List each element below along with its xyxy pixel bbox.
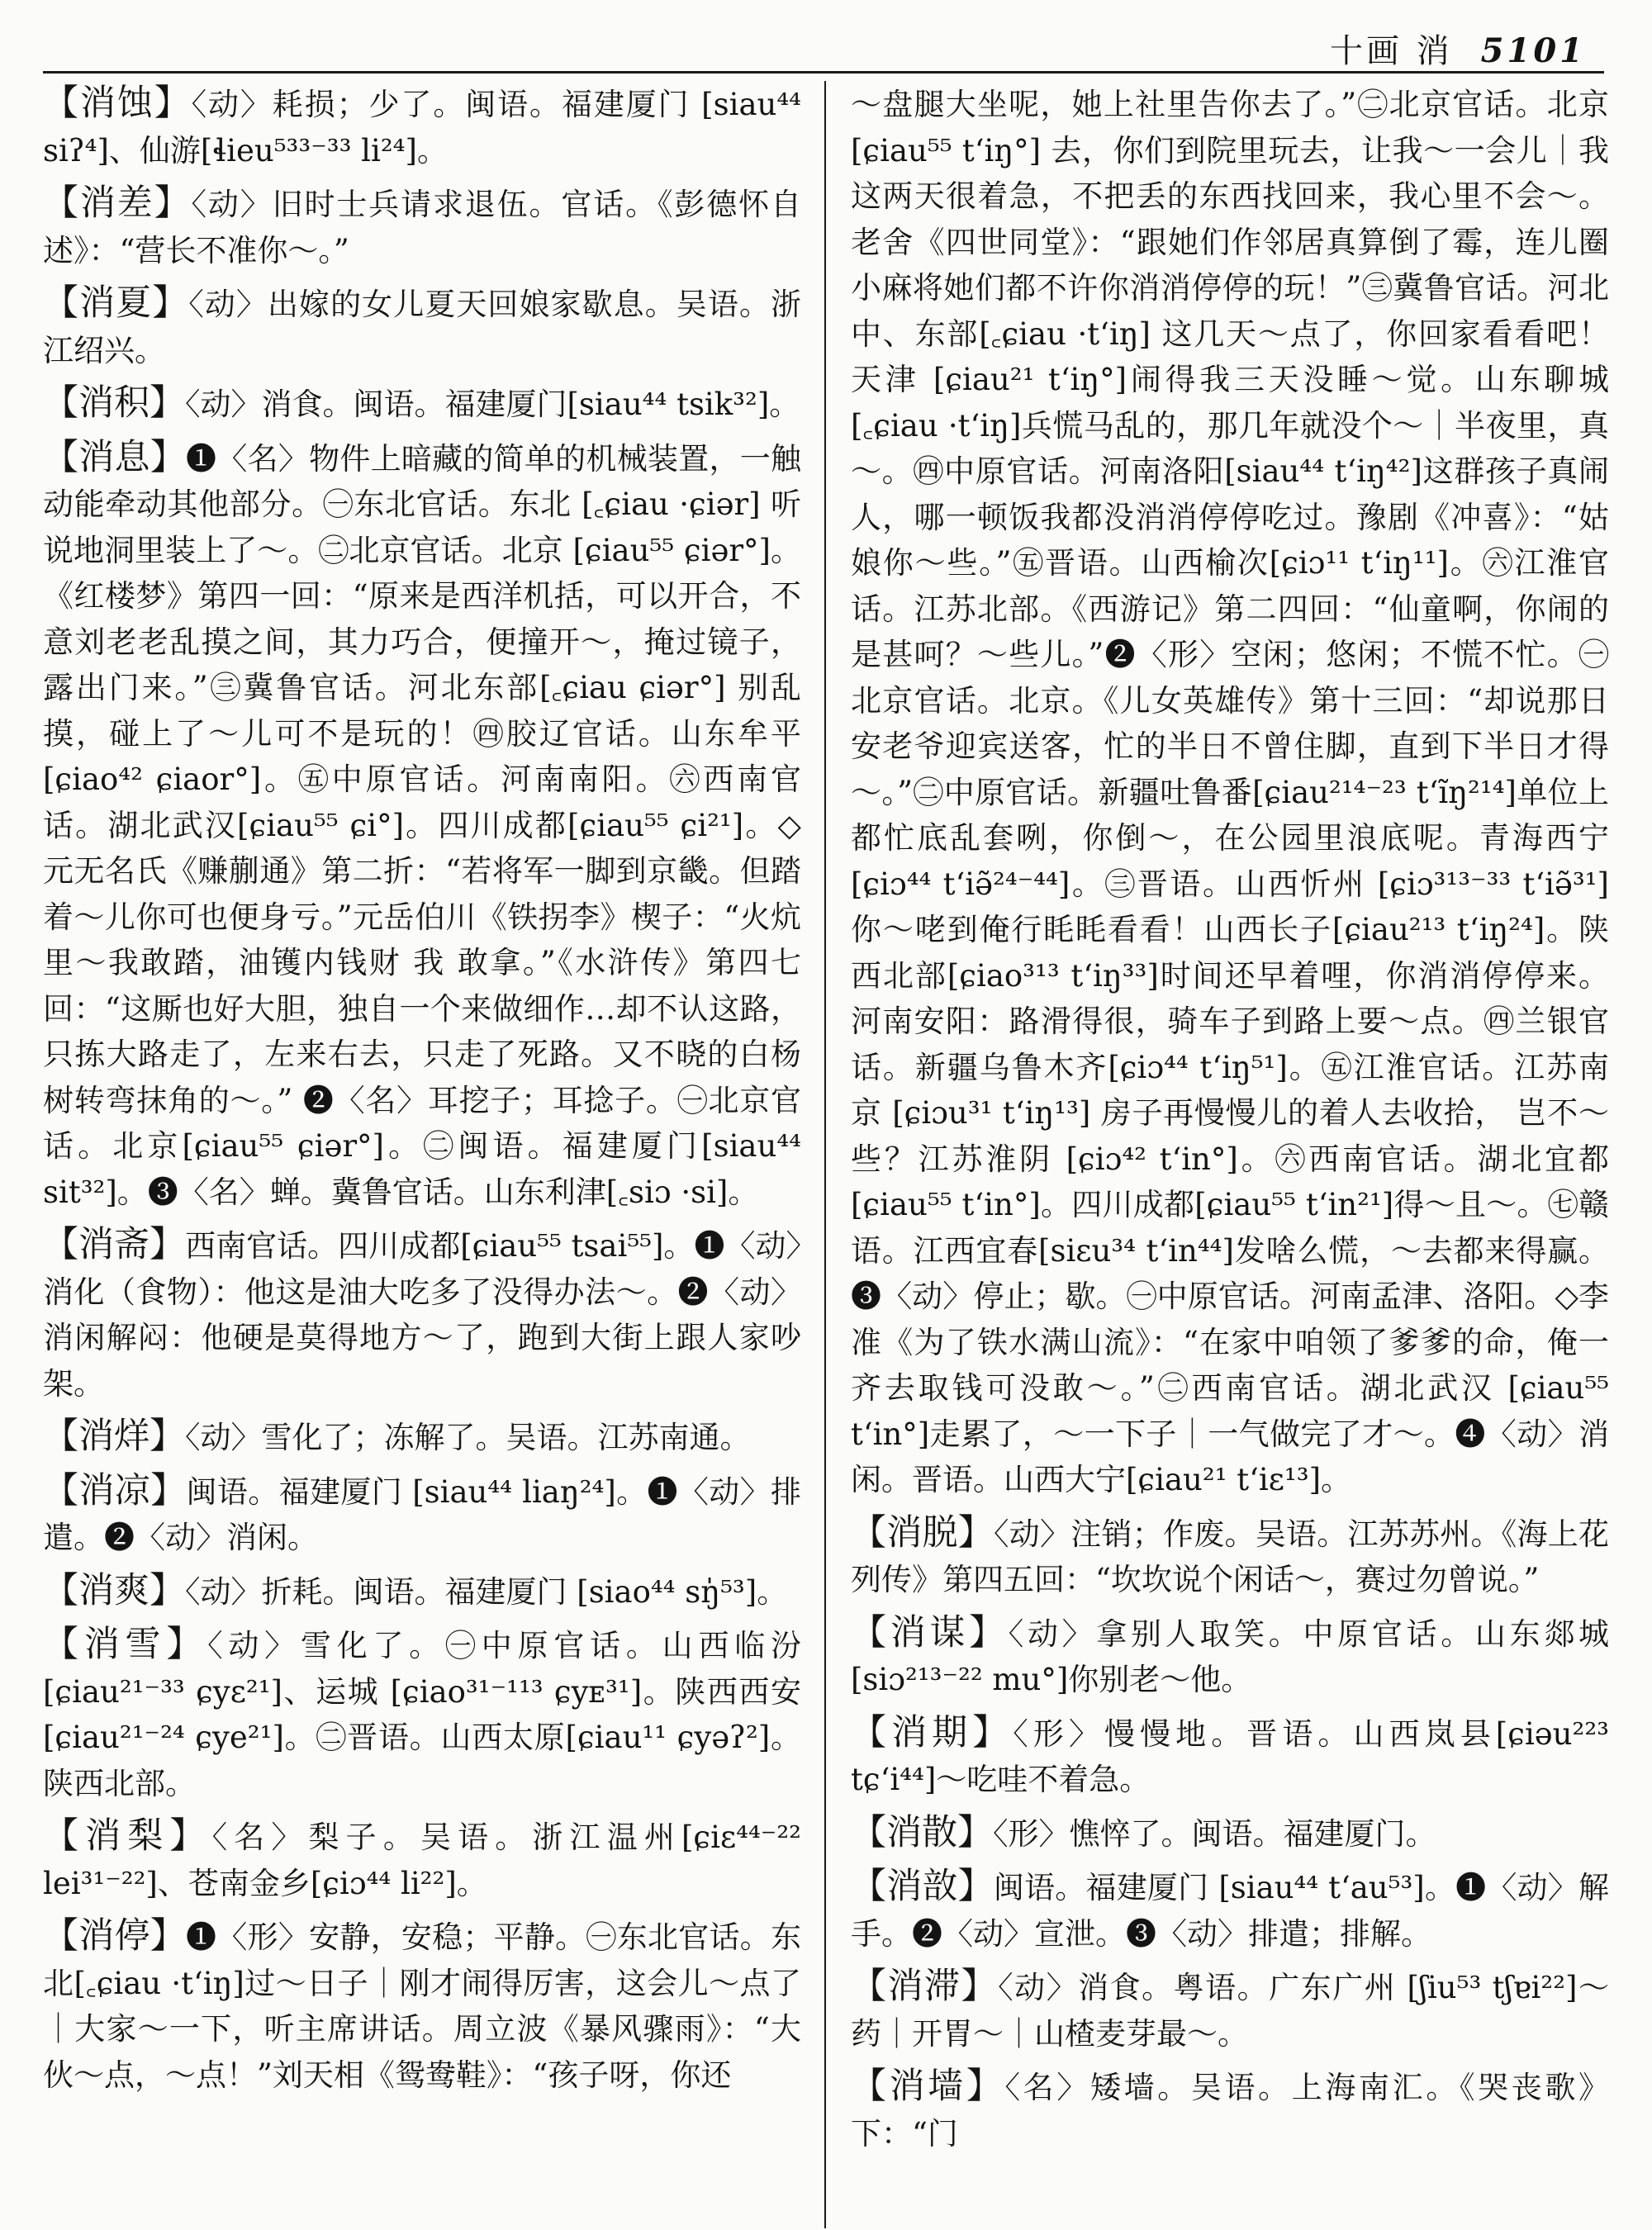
entry-headword: 【消爽】 (43, 1569, 185, 1611)
entry-definition: ❶〈形〉安静，安稳；平静。㊀东北官话。东北[꜀ɕiau ·t‘iŋ]过～日子｜刚才闹得厉害，这会儿～点了｜大家～一下，听主席讲话。周立波《暴风骤雨》：“大伙～点，～点！”刘天相《鸳鸯鞋》：“孩子呀，你还 (43, 1919, 801, 2093)
entry-headword: 【消谋】 (851, 1611, 1009, 1654)
entry-xiaotou (851, 1864, 1609, 1957)
page-number: 5101 (1480, 31, 1586, 70)
right-column (851, 81, 1609, 2228)
entry-definition: 〈形〉憔悴了。闽语。福建厦门。 (993, 1815, 1436, 1852)
entry-definition: 〈动〉雪化了；冻解了。吴语。江苏南通。 (185, 1420, 751, 1455)
entry-definition: 西南官话。四川成都[ɕiau⁵⁵ tsai⁵⁵]。❶〈动〉消化（食物）：他这是油大吃多了没得办法～。❷〈动〉消闲解闷：他硬是莫得地方～了，跑到大街上跟人家吵架。 (43, 1228, 801, 1402)
entry-headword: 【消脱】 (851, 1511, 994, 1554)
entry-definition: 〈动〉耗损；少了。闽语。福建厦门 [siau⁴⁴ siʔ⁴]、仙游[ɬieu⁵³³⁻³³ li²⁴]。 (43, 87, 801, 168)
entry-definition: 〈动〉消食。粤语。广东广州 [ʃiu⁵³ tʃɐi²²]～药｜开胃～｜山楂麦芽最～。 (851, 1970, 1609, 2052)
running-head (1330, 25, 1586, 72)
entry-xiaotuo (851, 1511, 1609, 1603)
entry-xiaomou (851, 1611, 1609, 1703)
entry-xiaoliang (43, 1468, 801, 1561)
entry-xiaoli (43, 1814, 801, 1906)
entry-headword: 【消敨】 (851, 1866, 994, 1907)
running-head-title: 十画 消 (1329, 32, 1453, 70)
entry-definition: ～盘腿大坐呢，她上社里告你去了。”㊁北京官话。北京[ɕiau⁵⁵ t‘iŋ°] 去，你们到院里玩去，让我～一会儿｜我这两天很着急，不把丢的东西找回来，我心里不会～。老舍《四世同堂》：“跟她们作邻居真算倒了霉，连儿圈小麻将她们都不许你消消停停的玩！”㊂冀鲁官话。河北中、东部[꜀ɕiau ·t‘iŋ] 这几天～点了，你回家看看吧！天津 [ɕiau²¹ t‘iŋ°]闹得我三天没睡～觉。山东聊城 [꜀ɕiau ·t‘iŋ]兵慌马乱的，那几年就没个～｜半夜里，真～。㊃中原官话。河南洛阳[siau⁴⁴ t‘iŋ⁴²]这群孩子真闹人，哪一顿饭我都没消消停停吃过。豫剧《冲喜》：“姑娘你～些。”㊄晋语。山西榆次[ɕiɔ¹¹ t‘iŋ¹¹]。㊅江淮官话。江苏北部。《西游记》第二四回：“仙童啊，你闹的是甚呵？～些儿。”❷〈形〉空闲；悠闲；不慌不忙。㊀北京官话。北京。《儿女英雄传》第十三回：“却说那日安老爷迎宾送客，忙的半日不曾住脚，直到下半日才得～。”㊁中原官话。新疆吐鲁番[ɕiau²¹⁴⁻²³ t‘ĩŋ²¹⁴]单位上都忙底乱套咧，你倒～，在公园里浪底呢。青海西宁[ɕiɔ⁴⁴ t‘iə̃²⁴⁻⁴⁴]。㊂晋语。山西忻州 [ɕiɔ³¹³⁻³³ t‘iə̃³¹]你～咾到俺行眊眊看看！山西长子[ɕiau²¹³ t‘iŋ²⁴]。陕西北部[ɕiao³¹³ t‘iŋ³³]时间还早着哩，你消消停停来。河南安阳：路滑得很，骑车子到路上要～点。㊃兰银官话。新疆乌鲁木齐[ɕiɔ⁴⁴ t‘iŋ⁵¹]。㊄江淮官话。江苏南京 [ɕiɔu³¹ t‘iŋ¹³] 房子再慢慢儿的着人去收拾， 岂不～些？江苏淮阴 [ɕiɔ⁴² t‘in°]。㊅西南官话。湖北宜都[ɕiau⁵⁵ t‘in°]。四川成都[ɕiau⁵⁵ t‘in²¹]得～且～。㊆赣语。江西宜春[siɛu³⁴ t‘in⁴⁴]发啥么慌，～去都来得赢。❸〈动〉停止；歇。㊀中原官话。河南孟津、洛阳。◇李准《为了铁水满山流》：“在家中咱领了爹爹的命，俺一齐去取钱可没敢～。”㊁西南官话。湖北武汉 [ɕiau⁵⁵ t‘in°]走累了，～一下子｜一气做完了才～。❹〈动〉消闲。晋语。山西大宁[ɕiau²¹ t‘iɛ¹³]。 (851, 87, 1609, 1497)
entry-headword: 【消雪】 (43, 1624, 208, 1665)
entry-headword: 【消墙】 (851, 2066, 1005, 2107)
entry-headword: 【消息】 (43, 436, 187, 478)
entry-headword: 【消散】 (851, 1811, 993, 1853)
entry-headword: 【消期】 (851, 1711, 1014, 1753)
entry-definition: 〈动〉折耗。闽语。福建厦门 [siao⁴⁴ sŋ̍⁵³]。 (185, 1573, 788, 1610)
entry-headword: 【消梨】 (43, 1815, 212, 1857)
entry-headword: 【消蚀】 (43, 83, 192, 124)
header-rule (43, 71, 1604, 74)
entry-headword: 【消斋】 (43, 1224, 186, 1265)
entry-xiaochai (43, 181, 801, 273)
entry-headword: 【消差】 (43, 183, 192, 224)
entry-xiaoxi (43, 435, 801, 1216)
entry-definition: 〈形〉慢慢地。晋语。山西岚县[ɕiəu²²³ tɕ‘i⁴⁴]～吃哇不着急。 (851, 1715, 1609, 1797)
entry-xiaoxia (43, 281, 801, 373)
entry-xiaosan (851, 1810, 1609, 1858)
entry-headword: 【消滞】 (851, 1966, 999, 2007)
entry-headword: 【消停】 (43, 1915, 187, 1957)
entry-definition: 〈动〉旧时士兵请求退伍。官话。《彭德怀自述》：“营长不准你～。” (43, 187, 801, 268)
entry-definition: 闽语。福建厦门 [siau⁴⁴ t‘au⁵³]。❶〈动〉解手。❷〈动〉宣泄。❸〈动〉排遣；排解。 (851, 1870, 1609, 1952)
column-rule (824, 81, 826, 2228)
entry-xiaoshuang (43, 1568, 801, 1616)
left-column (43, 81, 801, 2228)
entry-xiaoshi (43, 81, 801, 173)
entry-xiaoqiang (851, 2064, 1609, 2156)
entry-xiaoxue (43, 1622, 801, 1806)
entry-headword: 【消夏】 (43, 282, 189, 324)
entry-headword: 【消烊】 (43, 1416, 185, 1457)
entry-definition: 〈动〉消食。闽语。福建厦门[siau⁴⁴ tsik³²]。 (185, 387, 800, 422)
entry-definition: 〈名〉梨子。吴语。浙江温州[ɕiɛ⁴⁴⁻²² lei³¹⁻²²]、苍南金乡[ɕiɔ⁴⁴ li²²]。 (43, 1820, 801, 1901)
entry-xiaozhi (851, 1964, 1609, 2057)
entry-xiaoqi (851, 1710, 1609, 1803)
entry-definition: 〈动〉拿别人取笑。中原官话。山东郯城[siɔ²¹³⁻²² mu°]你别老～他。 (851, 1616, 1609, 1697)
entry-definition: 闽语。福建厦门 [siau⁴⁴ liaŋ²⁴]。❶〈动〉排遣。❷〈动〉消闲。 (43, 1473, 801, 1555)
entry-definition: 〈名〉矮墙。吴语。上海南汇。《哭丧歌》下：“门 (851, 2070, 1609, 2152)
entry-xiaoting (43, 1914, 801, 2098)
entry-xiaozhai (43, 1222, 801, 1407)
entry-xiaoting-continued (851, 81, 1609, 1503)
entry-xiaoyang (43, 1414, 801, 1461)
entry-headword: 【消积】 (43, 382, 185, 424)
entry-definition: 〈动〉雪化了。㊀中原官话。山西临汾 [ɕiau²¹⁻³³ ɕyɛ²¹]、运城 [ɕiao³¹⁻¹¹³ ɕyᴇ³¹]。陕西西安[ɕiau²¹⁻²⁴ ɕye²¹]。㊁晋语。山西太原[ɕiau¹¹ ɕyəʔ²]。陕西北部。 (43, 1628, 801, 1801)
entry-definition: 〈动〉注销；作废。吴语。江苏苏州。《海上花列传》第四五回：“坎坎说个闲话～，赛过勿曾说。” (851, 1516, 1609, 1597)
entry-headword: 【消凉】 (43, 1469, 187, 1511)
entry-definition: ❶〈名〉物件上暗藏的简单的机械装置，一触动能牵动其他部分。㊀东北官话。东北 [꜀ɕiau ·ɕiər] 听说地洞里装上了～。㊁北京官话。北京 [ɕiau⁵⁵ ɕiər°]。《红楼梦》第四一回：“原来是西洋机括，可以开合，不意刘老老乱摸之间，其力巧合，便撞开～，掩过镜子，露出门来。”㊂冀鲁官话。河北东部[꜀ɕiau ɕiər°] 别乱摸，碰上了～儿可不是玩的！㊃胶辽官话。山东牟平[ɕiao⁴² ɕiaor°]。㊄中原官话。河南南阳。㊅西南官话。湖北武汉[ɕiau⁵⁵ ɕi°]。四川成都[ɕiau⁵⁵ ɕi²¹]。◇元无名氏《赚蒯通》第二折：“若将军一脚到京畿。但踏着～儿你可也便身亏。”元岳伯川《铁拐李》楔子：“火炕里～我敢踏，油镬内钱财 我 敢拿。”《水浒传》第四七回：“这厮也好大胆，独自一个来做细作…却不认这路，只拣大路走了，左来右去，只走了死路。又不晓的白杨树转弯抹角的～。” ❷〈名〉耳挖子；耳捻子。㊀北京官话。北京[ɕiau⁵⁵ ɕiər°]。㊁闽语。福建厦门[siau⁴⁴ sit³²]。❸〈名〉蝉。冀鲁官话。山东利津[꜀siɔ ·si]。 (43, 440, 801, 1210)
entry-xiaoji (43, 381, 801, 428)
entry-definition: 〈动〉出嫁的女儿夏天回娘家歇息。吴语。浙江绍兴。 (43, 287, 801, 368)
